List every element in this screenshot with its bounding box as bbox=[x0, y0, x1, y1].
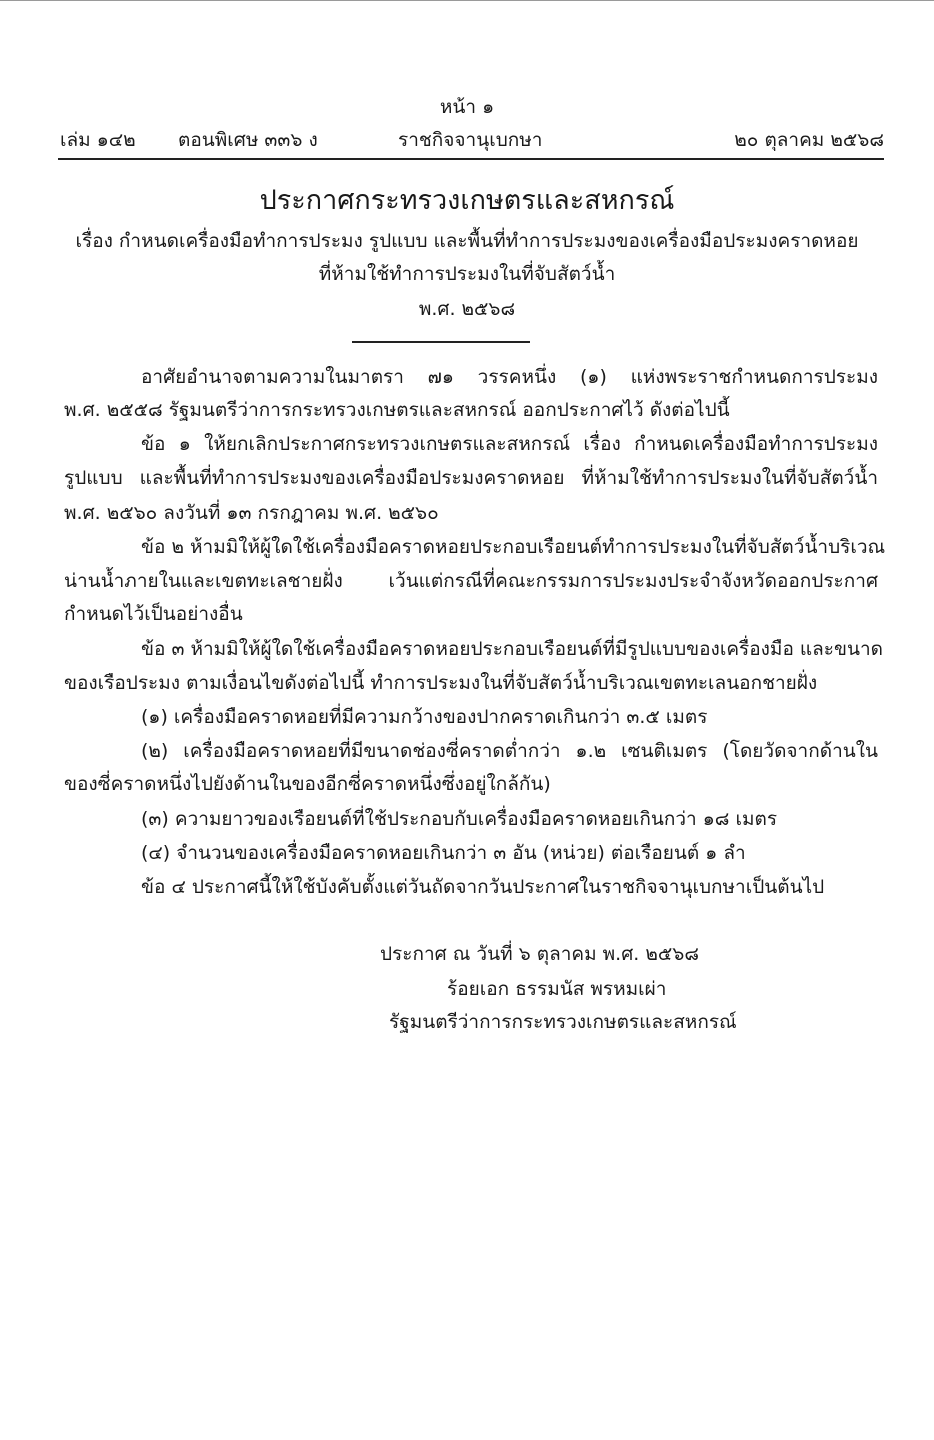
top-border bbox=[0, 0, 934, 1]
clause-4-line-1: ข้อ ๔ ประกาศนี้ให้ใช้บังคับตั้งแต่วันถัดจากวันประกาศในราชกิจจานุเบกษาเป็นต้นไป bbox=[141, 876, 825, 898]
clause-3-line-1: ข้อ ๓ ห้ามมิให้ผู้ใดใช้เครื่องมือคราดหอยประกอบเรือยนต์ที่มีรูปแบบของเครื่องมือ และขนาด bbox=[141, 638, 883, 660]
clause-3-item-3: (๓) ความยาวของเรือยนต์ที่ใช้ประกอบกับเครื่องมือคราดหอยเกินกว่า ๑๘ เมตร bbox=[141, 808, 778, 830]
preamble-line-1: อาศัยอำนาจตามความในมาตรา ๗๑ วรรคหนึ่ง (๑) แห่งพระราชกำหนดการประมง bbox=[141, 366, 878, 388]
clause-2-line-1: ข้อ ๒ ห้ามมิให้ผู้ใดใช้เครื่องมือคราดหอยประกอบเรือยนต์ทำการประมงในที่จับสัตว์น้ำบริเวณ bbox=[141, 536, 886, 558]
clause-3-item-4: (๔) จำนวนของเครื่องมือคราดหอยเกินกว่า ๓ อัน (หน่วย) ต่อเรือยนต์ ๑ ลำ bbox=[141, 842, 746, 864]
subject-line-2: ที่ห้ามใช้ทำการประมงในที่จับสัตว์น้ำ bbox=[318, 263, 616, 285]
clause-1-line-1: ข้อ ๑ ให้ยกเลิกประกาศกระทรวงเกษตรและสหกรณ์ เรื่อง กำหนดเครื่องมือทำการประมง bbox=[141, 433, 878, 455]
section-number: ตอนพิเศษ ๓๓๖ ง bbox=[178, 129, 318, 151]
clause-3-item-2-line-2: ของซี่คราดหนึ่งไปยังด้านในของอีกซี่คราดหนึ่งซึ่งอยู่ใกล้กัน) bbox=[64, 773, 551, 795]
announcement-year: พ.ศ. ๒๕๖๘ bbox=[418, 298, 516, 320]
signatory-position: รัฐมนตรีว่าการกระทรวงเกษตรและสหกรณ์ bbox=[389, 1011, 737, 1033]
signatory-name: ร้อยเอก ธรรมนัส พรหมเผ่า bbox=[447, 978, 667, 1000]
clause-2-line-3: กำหนดไว้เป็นอย่างอื่น bbox=[64, 603, 243, 625]
clause-3-item-1: (๑) เครื่องมือคราดหอยที่มีความกว้างของปากคราดเกินกว่า ๓.๕ เมตร bbox=[141, 706, 708, 728]
announcement-title: ประกาศกระทรวงเกษตรและสหกรณ์ bbox=[259, 185, 675, 216]
preamble-line-2: พ.ศ. ๒๕๕๘ รัฐมนตรีว่าการกระทรวงเกษตรและสหกรณ์ ออกประกาศไว้ ดังต่อไปนี้ bbox=[64, 399, 730, 421]
gazette-name: ราชกิจจานุเบกษา bbox=[398, 129, 543, 151]
header-divider bbox=[58, 158, 884, 160]
clause-1-line-3: พ.ศ. ๒๕๖๐ ลงวันที่ ๑๓ กรกฎาคม พ.ศ. ๒๕๖๐ bbox=[64, 502, 439, 524]
clause-1-line-2: รูปแบบ และพื้นที่ทำการประมงของเครื่องมือประมงคราดหอย ที่ห้ามใช้ทำการประมงในที่จับสัตว์น้ำ bbox=[64, 467, 878, 489]
clause-3-line-2: ของเรือประมง ตามเงื่อนไขดังต่อไปนี้ ทำการประมงในที่จับสัตว์น้ำบริเวณเขตทะเลนอกชายฝั่ง bbox=[64, 672, 818, 694]
signature-date: ประกาศ ณ วันที่ ๖ ตุลาคม พ.ศ. ๒๕๖๘ bbox=[380, 943, 699, 965]
subject-line-1: เรื่อง กำหนดเครื่องมือทำการประมง รูปแบบ และพื้นที่ทำการประมงของเครื่องมือประมงคราดหอย bbox=[75, 230, 859, 252]
page-number: หน้า ๑ bbox=[439, 96, 495, 118]
title-divider bbox=[352, 341, 530, 343]
clause-3-item-2-line-1: (๒) เครื่องมือคราดหอยที่มีขนาดช่องซี่คราดต่ำกว่า ๑.๒ เซนติเมตร (โดยวัดจากด้านใน bbox=[141, 740, 878, 762]
clause-2-line-2: น่านน้ำภายในและเขตทะเลชายฝั่ง เว้นแต่กรณีที่คณะกรรมการประมงประจำจังหวัดออกประกาศ bbox=[64, 570, 878, 592]
gazette-date: ๒๐ ตุลาคม ๒๕๖๘ bbox=[734, 129, 884, 151]
volume-number: เล่ม ๑๔๒ bbox=[60, 129, 136, 151]
